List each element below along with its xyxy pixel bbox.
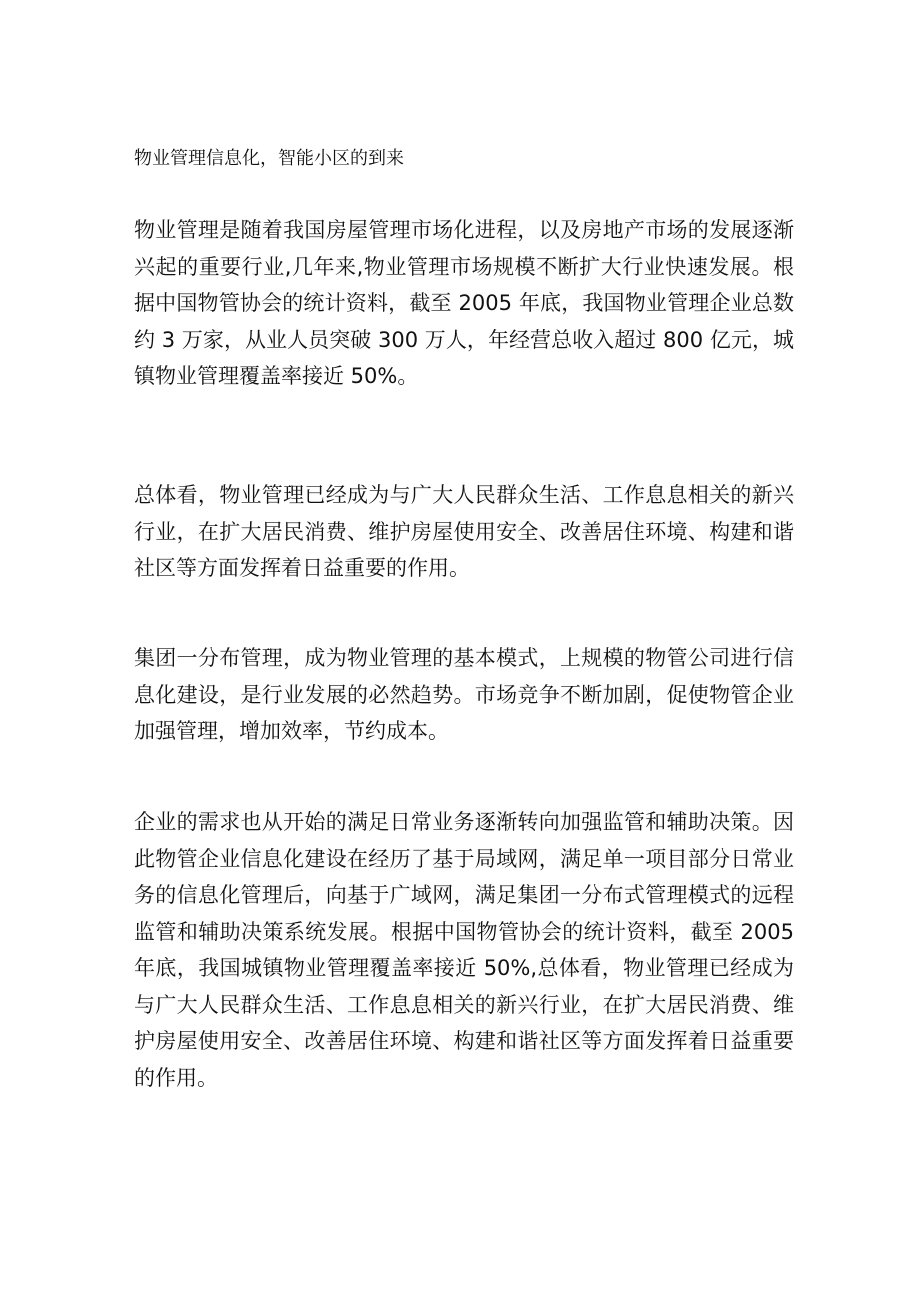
- document-title: 物业管理信息化，智能小区的到来: [134, 148, 404, 169]
- paragraph-4: 企业的需求也从开始的满足日常业务逐渐转向加强监管和辅助决策。因此物管企业信息化建设在经历了基于局域网，满足单一项目部分日常业务的信息化管理后，向基于广域网，满足集团一分布式管理模式的远程监管和辅助决策系统发展。根据中国物管协会的统计资料，截至 2005 年底，我国城镇物业管理覆盖率接近 50%,总体看，物业管理已经成为与广大人民群众生活、工作息息相关的新兴行业，在扩大居民消费、维护房屋使用安全、改善居住环境、构建和谐社区等方面发挥着日益重要的作用。: [134, 810, 794, 1090]
- paragraph-3: 集团一分布管理，成为物业管理的基本模式，上规模的物管公司进行信息化建设，是行业发展的必然趋势。市场竞争不断加剧，促使物管企业加强管理，增加效率，节约成本。: [134, 646, 794, 743]
- paragraph-1: 物业管理是随着我国房屋管理市场化进程，以及房地产市场的发展逐渐兴起的重要行业,几年来,物业管理市场规模不断扩大行业快速发展。根据中国物管协会的统计资料，截至 2005 年底，我国物业管理企业总数约 3 万家，从业人员突破 300 万人，年经营总收入超过 800 亿元，城镇物业管理覆盖率接近 50%。: [134, 218, 794, 388]
- paragraph-2: 总体看，物业管理已经成为与广大人民群众生活、工作息息相关的新兴行业，在扩大居民消费、维护房屋使用安全、改善居住环境、构建和谐社区等方面发挥着日益重要的作用。: [134, 483, 794, 580]
